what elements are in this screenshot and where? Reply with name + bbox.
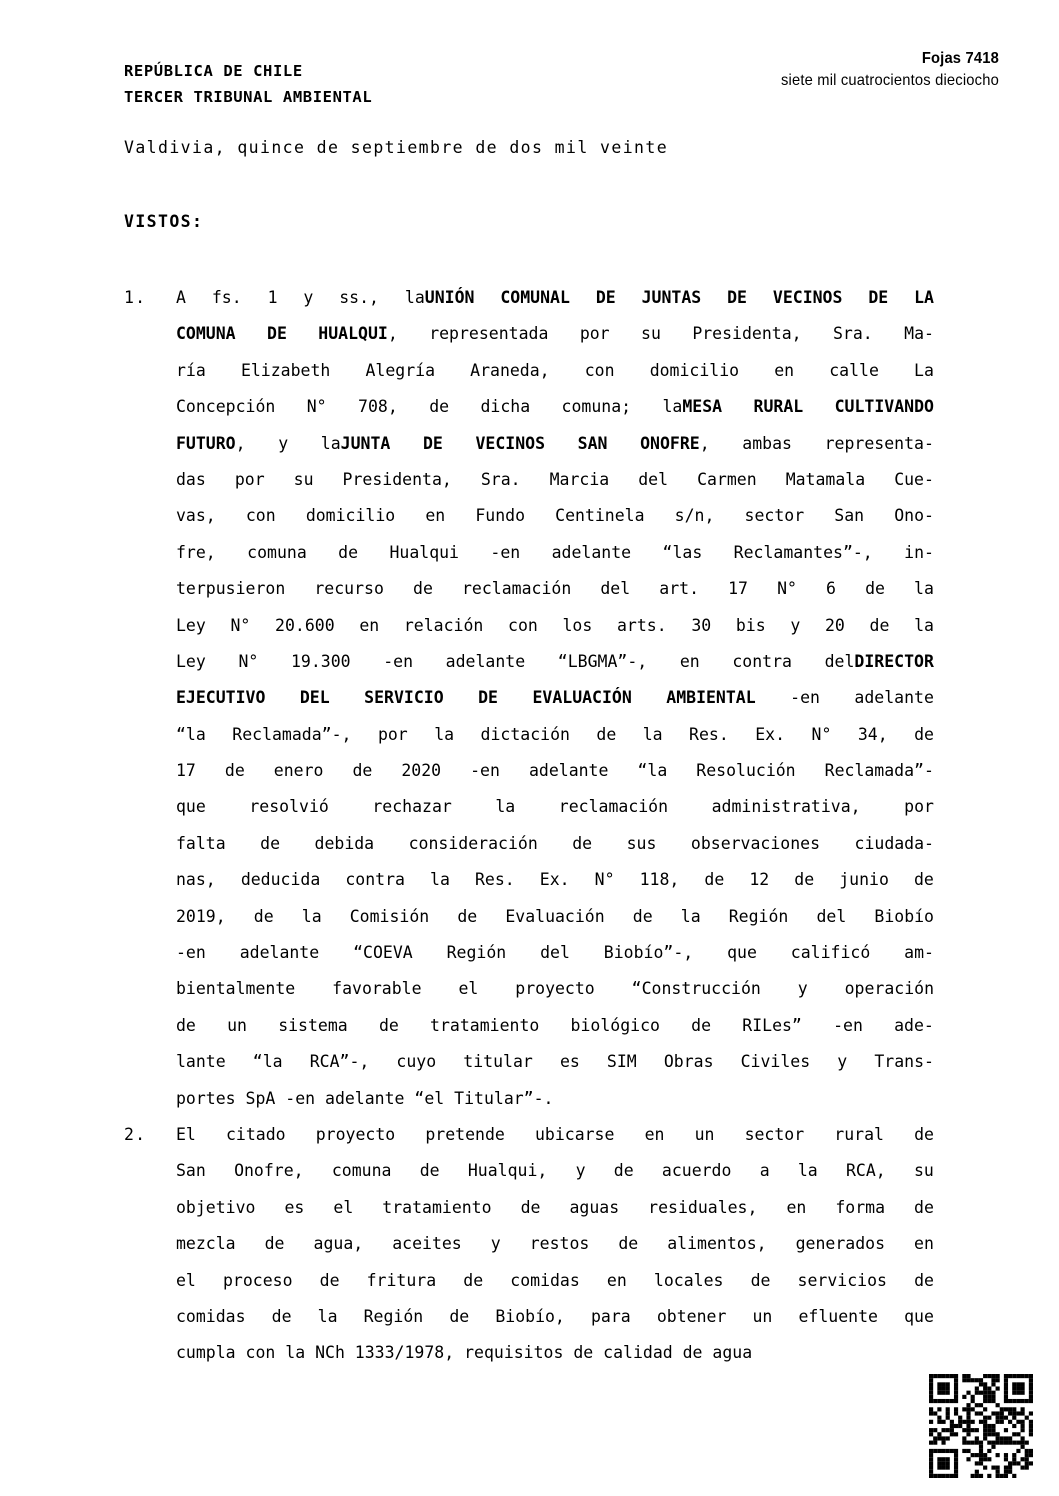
text-line: A fs. 1 y ss., laUNIÓN COMUNAL DE JUNTAS DE VECINOS DE LA bbox=[176, 288, 934, 307]
country-line: REPÚBLICA DE CHILE bbox=[124, 62, 303, 80]
text-line: nas, deducida contra la Res. Ex. N° 118, de 12 de junio de bbox=[176, 870, 934, 890]
text-line: de un sistema de tratamiento biológico de RILes” -en ade- bbox=[176, 1015, 934, 1035]
text-line: vas, con domicilio en Fundo Centinela s/n, sector San Ono- bbox=[176, 506, 934, 526]
text-line: lante “la RCA”-, cuyo titular es SIM Obras Civiles y Trans- bbox=[176, 1052, 934, 1072]
text-line: mezcla de agua, aceites y restos de alimentos, generados en bbox=[176, 1234, 934, 1254]
numbered-item bbox=[124, 1117, 934, 1372]
text-line: terpusieron recurso de reclamación del art. 17 N° 6 de la bbox=[176, 579, 934, 599]
qr-code bbox=[929, 1374, 1033, 1478]
folio-header bbox=[781, 48, 999, 92]
text-line: San Onofre, comuna de Hualqui, y de acuerdo a la RCA, su bbox=[176, 1161, 934, 1181]
text-line: objetivo es el tratamiento de aguas residuales, en forma de bbox=[176, 1197, 934, 1217]
text-line: 17 de enero de 2020 -en adelante “la Resolución Reclamada”- bbox=[176, 761, 934, 781]
text-line: “la Reclamada”-, por la dictación de la Res. Ex. N° 34, de bbox=[176, 724, 934, 744]
qr-code-image bbox=[929, 1374, 1033, 1478]
text-line: Concepción N° 708, de dicha comuna; laMESA RURAL CULTIVANDO bbox=[176, 397, 934, 417]
text-line: portes SpA -en adelante “el Titular”-. bbox=[176, 1088, 554, 1108]
text-line: el proceso de fritura de comidas en locales de servicios de bbox=[176, 1270, 934, 1290]
document-body bbox=[124, 280, 934, 1372]
item-text bbox=[176, 1117, 934, 1372]
dateline: Valdivia, quince de septiembre de dos mil veinte bbox=[124, 138, 669, 157]
item-number: 1. bbox=[124, 288, 147, 307]
text-line: EJECUTIVO DEL SERVICIO DE EVALUACIÓN AMBIENTAL -en adelante bbox=[176, 688, 934, 708]
folio-number: Fojas 7418 bbox=[921, 50, 999, 67]
text-line: -en adelante “COEVA Región del Biobío”-, que calificó am- bbox=[176, 943, 934, 963]
text-line: 2019, de la Comisión de Evaluación de la Región del Biobío bbox=[176, 906, 934, 926]
text-line: bientalmente favorable el proyecto “Construcción y operación bbox=[176, 979, 934, 999]
numbered-item bbox=[124, 280, 934, 1117]
text-line: falta de debida consideración de sus observaciones ciudada- bbox=[176, 833, 934, 853]
tribunal-line: TERCER TRIBUNAL AMBIENTAL bbox=[124, 88, 373, 106]
text-line: COMUNA DE HUALQUI, representada por su Presidenta, Sra. Ma- bbox=[176, 324, 934, 344]
text-line: cumpla con la NCh 1333/1978, requisitos de calidad de agua bbox=[176, 1343, 753, 1363]
text-line: que resolvió rechazar la reclamación administrativa, por bbox=[176, 797, 934, 817]
text-line: comidas de la Región de Biobío, para obtener un efluente que bbox=[176, 1306, 934, 1326]
text-line: FUTURO, y laJUNTA DE VECINOS SAN ONOFRE, ambas representa- bbox=[176, 433, 934, 453]
text-line: Ley N° 20.600 en relación con los arts. 30 bis y 20 de la bbox=[176, 615, 934, 635]
text-line: das por su Presidenta, Sra. Marcia del Carmen Matamala Cue- bbox=[176, 469, 934, 489]
item-number: 2. bbox=[124, 1124, 147, 1144]
folio-number-words: siete mil cuatrocientos dieciocho bbox=[781, 72, 999, 89]
court-header bbox=[124, 58, 372, 110]
section-title-vistos: VISTOS: bbox=[124, 212, 204, 231]
item-text bbox=[176, 280, 934, 1117]
text-line: El citado proyecto pretende ubicarse en un sector rural de bbox=[176, 1124, 934, 1144]
text-line: fre, comuna de Hualqui -en adelante “las Reclamantes”-, in- bbox=[176, 542, 934, 562]
text-line: ría Elizabeth Alegría Araneda, con domicilio en calle La bbox=[176, 360, 934, 380]
text-line: Ley N° 19.300 -en adelante “LBGMA”-, en contra delDIRECTOR bbox=[176, 651, 934, 671]
